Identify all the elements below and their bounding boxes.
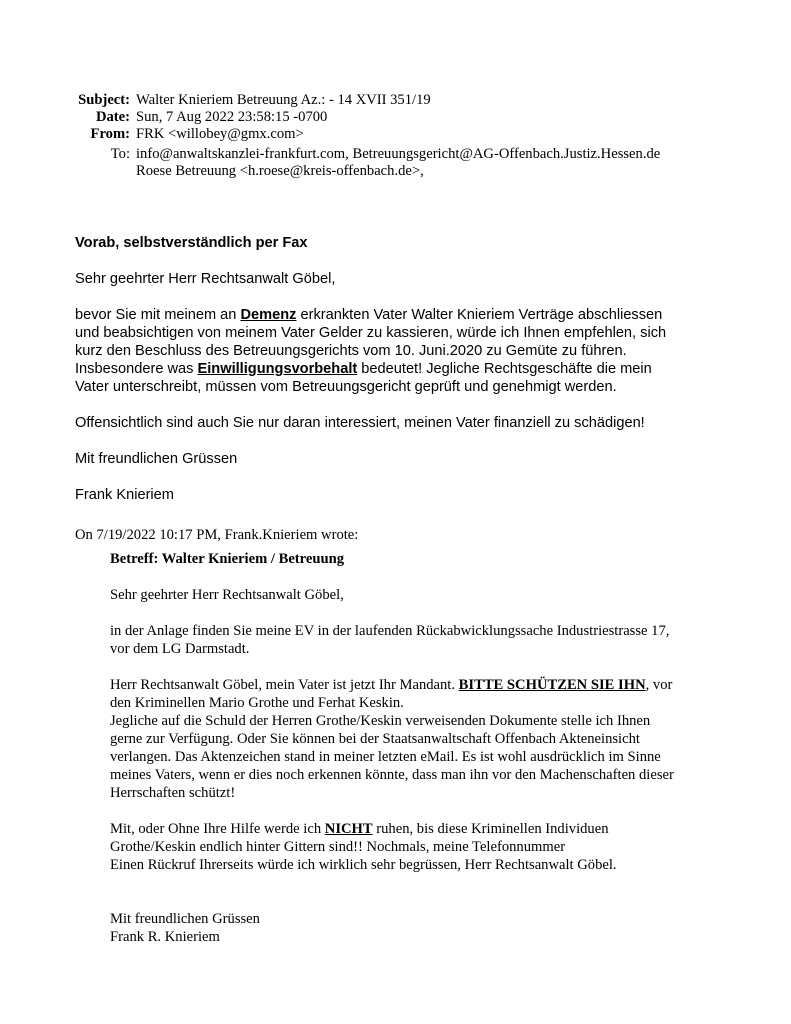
message-salutation: Sehr geehrter Herr Rechtsanwalt Göbel,: [75, 271, 336, 287]
message-line: bevor Sie mit meinem an Demenz erkrankten Vater Walter Knieriem Verträge abschliessen: [75, 307, 663, 323]
quote-line: verlangen. Das Aktenzeichen stand in meiner letzten eMail. Es ist wohl ausdrücklich im Sinne: [110, 749, 661, 765]
quote-line: den Kriminellen Mario Grothe und Ferhat Keskin.: [110, 695, 404, 711]
quote-line: Mit, oder Ohne Ihre Hilfe werde ich NICHT ruhen, bis diese Kriminellen Individuen: [110, 821, 609, 837]
quote-closing: Mit freundlichen Grüssen: [110, 911, 260, 927]
quote-salutation: Sehr geehrter Herr Rechtsanwalt Göbel,: [110, 587, 344, 603]
quote-line: vor dem LG Darmstadt.: [110, 641, 250, 657]
from-label: From:: [90, 126, 130, 142]
from-value: FRK <willobey@gmx.com>: [136, 126, 304, 142]
quote-line: Einen Rückruf Ihrerseits würde ich wirklich sehr begrüssen, Herr Rechtsanwalt Göbel.: [110, 857, 617, 873]
quote-line: Grothe/Keskin endlich hinter Gittern sind!! Nochmals, meine Telefonnummer: [110, 839, 566, 855]
quote-line: meines Vaters, wenn er dies noch erkennen könnte, dass man ihn vor den Machenschaften dieser: [110, 767, 674, 783]
to-value-line1: info@anwaltskanzlei-frankfurt.com, Betreuungsgericht@AG-Offenbach.Justiz.Hessen.de: [136, 146, 661, 162]
message-line: und beabsichtigen von meinem Vater Gelder zu kassieren, würde ich Ihnen empfehlen, sich: [75, 325, 667, 341]
message-closing: Mit freundlichen Grüssen: [75, 451, 238, 467]
quote-signature: Frank R. Knieriem: [110, 929, 220, 945]
message-line: kurz den Beschluss des Betreuungsgerichts vom 10. Juni.2020 zu Gemüte zu führen.: [75, 343, 627, 359]
message-heading: Vorab, selbstverständlich per Fax: [75, 235, 308, 251]
quote-line: Jegliche auf die Schuld der Herren Grothe/Keskin verweisenden Dokumente stelle ich Ihnen: [110, 713, 651, 729]
date-label: Date:: [95, 109, 130, 125]
quote-line: gerne zur Verfügung. Oder Sie können bei der Staatsanwaltschaft Offenbach Akteneinsicht: [110, 731, 640, 747]
quote-line: Herrschaften schützt!: [110, 785, 236, 801]
emphasis-einwilligungsvorbehalt: Einwilligungsvorbehalt: [197, 361, 358, 377]
quote-line: in der Anlage finden Sie meine EV in der laufenden Rückabwicklungssache Industriestrasse 17,: [110, 623, 670, 639]
emphasis-bitte-schuetzen: BITTE SCHÜTZEN SIE IHN: [458, 677, 646, 693]
quote-subject: Betreff: Walter Knieriem / Betreuung: [110, 551, 344, 567]
message-line: Vater unterschreibt, müssen vom Betreuungsgericht geprüft und genehmigt werden.: [75, 379, 617, 395]
quote-attribution: On 7/19/2022 10:17 PM, Frank.Knieriem wrote:: [75, 527, 359, 543]
to-label: To:: [110, 146, 130, 162]
subject-value: Walter Knieriem Betreuung Az.: - 14 XVII 351/19: [136, 92, 431, 108]
subject-label: Subject:: [78, 92, 130, 108]
date-value: Sun, 7 Aug 2022 23:58:15 -0700: [136, 109, 328, 125]
message-paragraph: Offensichtlich sind auch Sie nur daran interessiert, meinen Vater finanziell zu schädigen!: [75, 415, 645, 431]
quote-line: Herr Rechtsanwalt Göbel, mein Vater ist jetzt Ihr Mandant. BITTE SCHÜTZEN SIE IHN, vor: [110, 677, 673, 693]
to-value-line2: Roese Betreuung <h.roese@kreis-offenbach.de>,: [136, 163, 424, 179]
message-signature: Frank Knieriem: [75, 487, 174, 503]
message-line: Insbesondere was Einwilligungsvorbehalt bedeutet! Jegliche Rechtsgeschäfte die mein: [75, 361, 652, 377]
emphasis-nicht: NICHT: [324, 821, 373, 837]
emphasis-demenz: Demenz: [240, 307, 297, 323]
